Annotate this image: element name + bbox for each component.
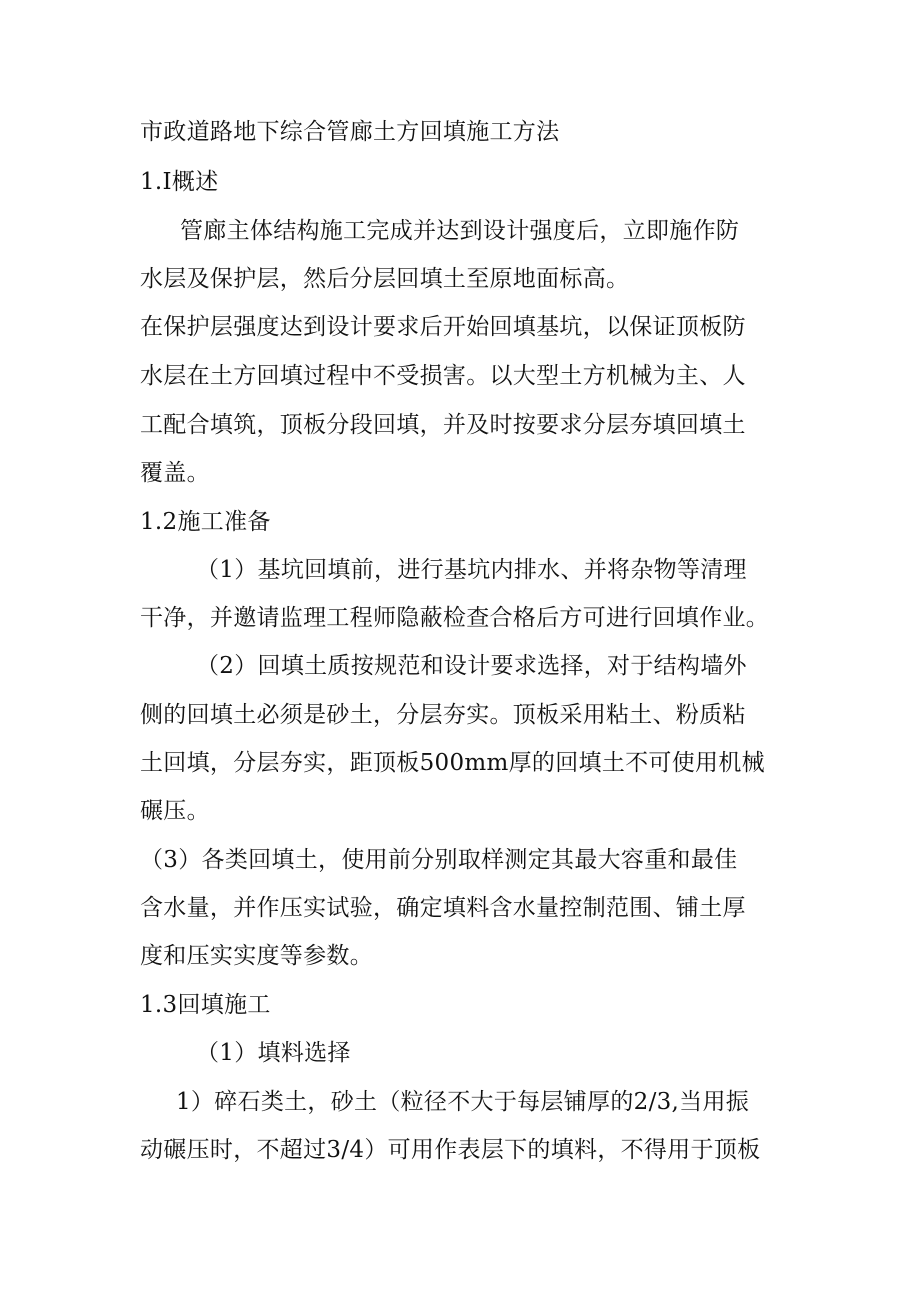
paragraph-line: 碾压。	[140, 798, 210, 824]
paragraph-line: 管廊主体结构施工完成并达到设计强度后，立即施作防	[180, 218, 740, 244]
paragraph-line: （1）填料选择	[196, 1040, 351, 1066]
paragraph-line: 动碾压时，不超过3/4）可用作表层下的填料，不得用于顶板	[140, 1137, 761, 1163]
paragraph-line: （2）回填土质按规范和设计要求选择，对于结构墙外	[196, 653, 747, 679]
paragraph-line: 覆盖。	[140, 460, 210, 486]
paragraph-line: 干净，并邀请监理工程师隐蔽检查合格后方可进行回填作业。	[140, 605, 770, 631]
document-title: 市政道路地下综合管廊土方回填施工方法	[140, 119, 560, 145]
paragraph-line: 水层及保护层，然后分层回填土至原地面标高。	[140, 266, 630, 292]
paragraph-line: 度和压实实度等参数。	[140, 943, 373, 969]
section-heading-1-1: 1.I概述	[140, 169, 219, 195]
section-heading-1-2: 1.2施工准备	[140, 509, 271, 535]
paragraph-line: 土回填，分层夯实，距顶板500mm厚的回填土不可使用机械	[140, 750, 765, 776]
paragraph-line: 水层在土方回填过程中不受损害。以大型土方机械为主、人	[140, 363, 746, 389]
paragraph-line: （1）基坑回填前，进行基坑内排水、并将杂物等清理	[196, 557, 747, 583]
paragraph-line: 在保护层强度达到设计要求后开始回填基坑，以保证顶板防	[140, 314, 746, 340]
paragraph-line: 工配合填筑，顶板分段回填，并及时按要求分层夯填回填土	[140, 412, 746, 438]
section-heading-1-3: 1.3回填施工	[140, 992, 271, 1018]
paragraph-line: 1）碎石类土，砂土（粒径不大于每层铺厚的2/3,当用振	[176, 1089, 750, 1115]
paragraph-line: 含水量，并作压实试验，确定填料含水量控制范围、铺土厚	[140, 895, 746, 921]
paragraph-line: 侧的回填土必须是砂土，分层夯实。顶板采用粘土、粉质粘	[140, 702, 746, 728]
paragraph-line: （3）各类回填土，使用前分别取样测定其最大容重和最佳	[140, 847, 738, 873]
